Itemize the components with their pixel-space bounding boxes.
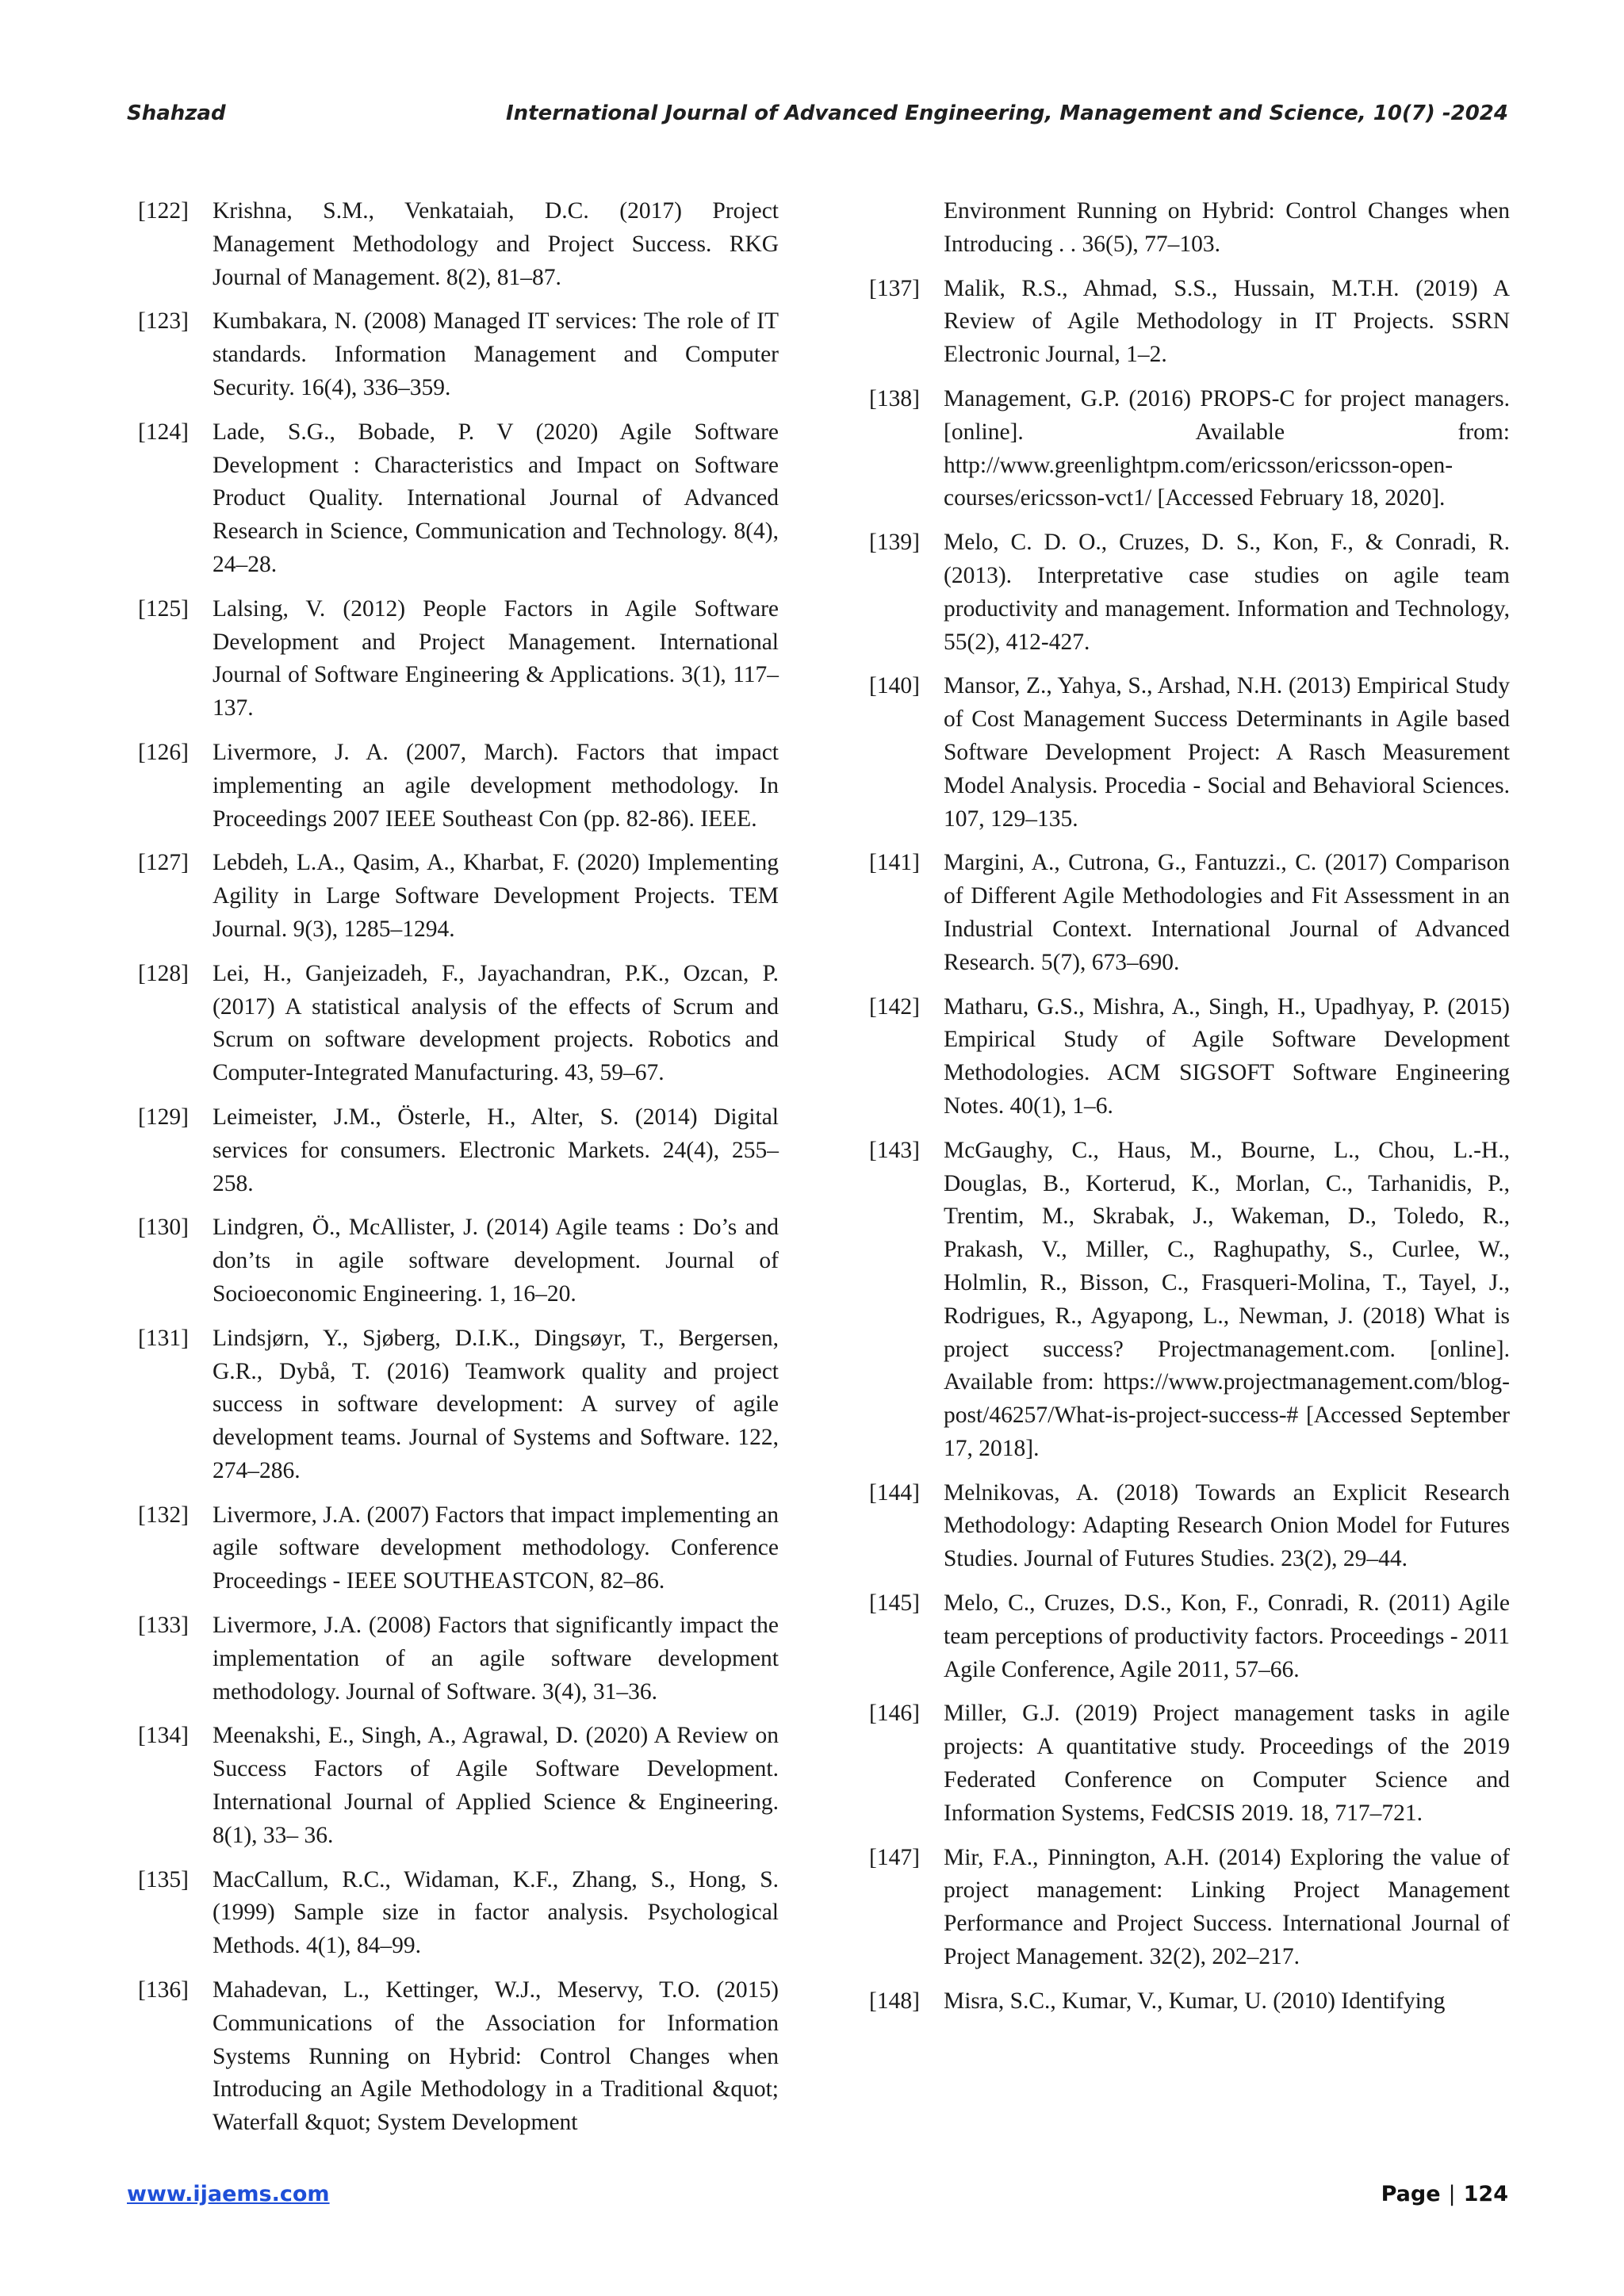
reference-number: [128] [138,960,189,986]
reference-item [869,1697,1510,1830]
reference-text: Lalsing, V. (2012) People Factors in Agile Software Development and Project Management. International Journal of Software Engineering & Applications. 3(1), 117– 137. [213,595,779,721]
reference-item [138,593,779,725]
reference-item [869,1842,1510,1974]
references-left-column [138,195,779,2151]
reference-number: [143] [869,1137,920,1163]
reference-number: [129] [138,1104,189,1130]
reference-item [869,1587,1510,1686]
reference-number: [136] [138,1977,189,2003]
page-header [127,101,1508,136]
reference-text: Livermore, J.A. (2008) Factors that significantly impact the implementation of an agile software development methodology. Journal of Software. 3(4), 31–36. [213,1613,779,1705]
reference-text: Mahadevan, L., Kettinger, W.J., Meservy, T.O. (2015) Communications of the Association for Information Systems Running on Hybrid: Control Changes when Introducing an Agile Methodology in a Traditional &quot; Waterfall &quot; System Development [213,1977,779,2136]
reference-item [138,1322,779,1488]
reference-item [138,305,779,404]
reference-text: Melo, C., Cruzes, D.S., Kon, F., Conradi, R. (2011) Agile team perceptions of productivity factors. Proceedings - 2011 Agile Conference, Agile 2011, 57–66. [944,1590,1510,1682]
reference-item [138,1974,779,2140]
reference-text: Melo, C. D. O., Cruzes, D. S., Kon, F., & Conradi, R. (2013). Interpretative case studies on agile team productivity and management. Information and Technology, 55(2), 412-427. [944,530,1510,655]
reference-text: Livermore, J.A. (2007) Factors that impact implementing an agile software development methodology. Conference Proceedings - IEEE SOUTHEASTCON, 82–86. [213,1502,779,1594]
reference-text: Lindsjørn, Y., Sjøberg, D.I.K., Dingsøyr, T., Bergersen, G.R., Dybå, T. (2016) Teamwork quality and project success in software development: A survey of agile development teams. Journal of Systems and Software. 122, 274–286. [213,1325,779,1483]
reference-text: McGaughy, C., Haus, M., Bourne, L., Chou, L.-H., Douglas, B., Korterud, K., Morlan, C., Tarhanidis, P., Trentim, M., Skrabak, J., Wakeman, D., Toledo, R., Prakash, V., Miller, C., Raghupathy, S., Curlee, W., Holmlin, R., Bisson, C., Frasqueri-Molina, T., Tayel, J., Rodrigues, R., Agyapong, L., Newman, J. (2018) What is project success? Projectmanagement.com. [online]. Available from: https://www.projectmanagement.com/blog-post/46257/What-is-project-success-# [Accessed September 17, 2018]. [944,1137,1510,1461]
reference-number: [148] [869,1988,920,2014]
reference-item [869,670,1510,836]
reference-number: [133] [138,1613,189,1639]
page-label: Page [1381,2182,1441,2206]
reference-item [869,526,1510,659]
reference-text: Leimeister, J.M., Österle, H., Alter, S. (2014) Digital services for consumers. Electronic Markets. 24(4), 255–258. [213,1104,779,1196]
reference-item [138,847,779,946]
reference-number: [137] [869,275,920,301]
reference-number: [142] [869,993,920,1020]
reference-number: [132] [138,1502,189,1528]
reference-item [869,383,1510,515]
page-separator: | [1448,2182,1456,2206]
reference-number: [139] [869,530,920,556]
reference-text: Livermore, J. A. (2007, March). Factors that impact implementing an agile development methodology. In Proceedings 2007 IEEE Southeast Con (pp. 82-86). IEEE. [213,739,779,832]
reference-item [869,847,1510,979]
reference-text: Kumbakara, N. (2008) Managed IT services: The role of IT standards. Information Management and Computer Security. 16(4), 336–359. [213,308,779,400]
reference-item [869,1135,1510,1466]
reference-number: [126] [138,739,189,765]
reference-text: Krishna, S.M., Venkataiah, D.C. (2017) Project Management Methodology and Project Success. RKG Journal of Management. 8(2), 81–87. [213,198,779,290]
reference-text: Malik, R.S., Ahmad, S.S., Hussain, M.T.H. (2019) A Review of Agile Methodology in IT Projects. SSRN Electronic Journal, 1–2. [944,275,1510,368]
reference-number: [141] [869,850,920,876]
reference-text: MacCallum, R.C., Widaman, K.F., Zhang, S., Hong, S. (1999) Sample size in factor analysis. Psychological Methods. 4(1), 84–99. [213,1866,779,1959]
reference-text: Lindgren, Ö., McAllister, J. (2014) Agile teams : Do’s and don’ts in agile software development. Journal of Socioeconomic Engineering. 1, 16–20. [213,1215,779,1307]
reference-text: Misra, S.C., Kumar, V., Kumar, U. (2010) Identifying [944,1988,1446,2014]
reference-number: [122] [138,198,189,224]
reference-number: [138] [869,385,920,411]
reference-text: Lei, H., Ganjeizadeh, F., Jayachandran, P.K., Ozcan, P. (2017) A statistical analysis of the effects of Scrum and Scrum on software development projects. Robotics and Computer-Integrated Manufacturing. 43, 59–67. [213,960,779,1086]
reference-text: Margini, A., Cutrona, G., Fantuzzi., C. (2017) Comparison of Different Agile Methodologies and Fit Assessment in an Industrial Context. International Journal of Advanced Research. 5(7), 673–690. [944,850,1510,975]
reference-number: [147] [869,1844,920,1870]
reference-number: [125] [138,595,189,622]
reference-item [138,195,779,294]
reference-text: Meenakshi, E., Singh, A., Agrawal, D. (2020) A Review on Success Factors of Agile Software Development. International Journal of Applied Science & Engineering. 8(1), 33– 36. [213,1723,779,1848]
running-head-author: Shahzad [127,101,226,125]
reference-item [869,1477,1510,1576]
reference-number: [130] [138,1215,189,1241]
reference-text: Miller, G.J. (2019) Project management tasks in agile projects: A quantitative study. Proceedings of the 2019 Federated Conference on Computer Science and Information Systems, FedCSIS 2019. 18, 717–721. [944,1701,1510,1826]
reference-number: [134] [138,1723,189,1749]
page-footer [127,2182,1508,2214]
reference-text: Environment Running on Hybrid: Control Changes when Introducing . . 36(5), 77–103. [944,198,1510,257]
reference-number: [146] [869,1701,920,1727]
reference-item [138,416,779,582]
reference-number: [135] [138,1866,189,1892]
reference-number: [123] [138,308,189,335]
reference-text: Mir, F.A., Pinnington, A.H. (2014) Exploring the value of project management: Linking Project Management Performance and Project Success. International Journal of Project Management. 32(2), 202–217. [944,1844,1510,1970]
reference-text: Lebdeh, L.A., Qasim, A., Kharbat, F. (2020) Implementing Agility in Large Software Development Projects. TEM Journal. 9(3), 1285–1294. [213,850,779,942]
references-right-column [869,195,1510,2030]
reference-text: Melnikovas, A. (2018) Towards an Explicit Research Methodology: Adapting Research Onion Model for Futures Studies. Journal of Futures Studies. 23(2), 29–44. [944,1479,1510,1572]
reference-item [138,1101,779,1200]
reference-number: [140] [869,673,920,699]
reference-item [869,991,1510,1123]
reference-text: Mansor, Z., Yahya, S., Arshad, N.H. (2013) Empirical Study of Cost Management Success Determinants in Agile based Software Development Project: A Rasch Measurement Model Analysis. Procedia - Social and Behavioral Sciences. 107, 129–135. [944,673,1510,832]
running-head-journal: International Journal of Advanced Engineering, Management and Science, 10(7) -2024 [505,101,1508,125]
reference-number: [145] [869,1590,920,1617]
reference-item [869,273,1510,372]
journal-website-link[interactable]: www.ijaems.com [127,2182,330,2206]
reference-item [869,1985,1510,2019]
reference-text: Management, G.P. (2016) PROPS-C for project managers. [online]. Available from: http://www.greenlightpm.com/ericsson/ericsson-open-courses/ericsson-vct1/ [Accessed February 18, 2020]. [944,385,1510,511]
reference-item [138,958,779,1090]
reference-item [138,1720,779,1852]
reference-text: Matharu, G.S., Mishra, A., Singh, H., Upadhyay, P. (2015) Empirical Study of Agile Software Development Methodologies. ACM SIGSOFT Software Engineering Notes. 40(1), 1–6. [944,993,1510,1119]
reference-item [138,1211,779,1311]
reference-item [138,1499,779,1598]
reference-number: [127] [138,850,189,876]
reference-continuation [869,195,1510,262]
reference-item [138,1864,779,1963]
reference-number: [131] [138,1325,189,1351]
page-number-label [1381,2182,1508,2206]
reference-text: Lade, S.G., Bobade, P. V (2020) Agile Software Development : Characteristics and Impact on Software Product Quality. International Journal of Advanced Research in Science, Communication and Technology. 8(4), 24–28. [213,419,779,577]
page-number: 124 [1463,2182,1508,2206]
reference-number: [124] [138,419,189,445]
reference-item [138,737,779,836]
reference-item [138,1609,779,1709]
reference-number: [144] [869,1479,920,1506]
